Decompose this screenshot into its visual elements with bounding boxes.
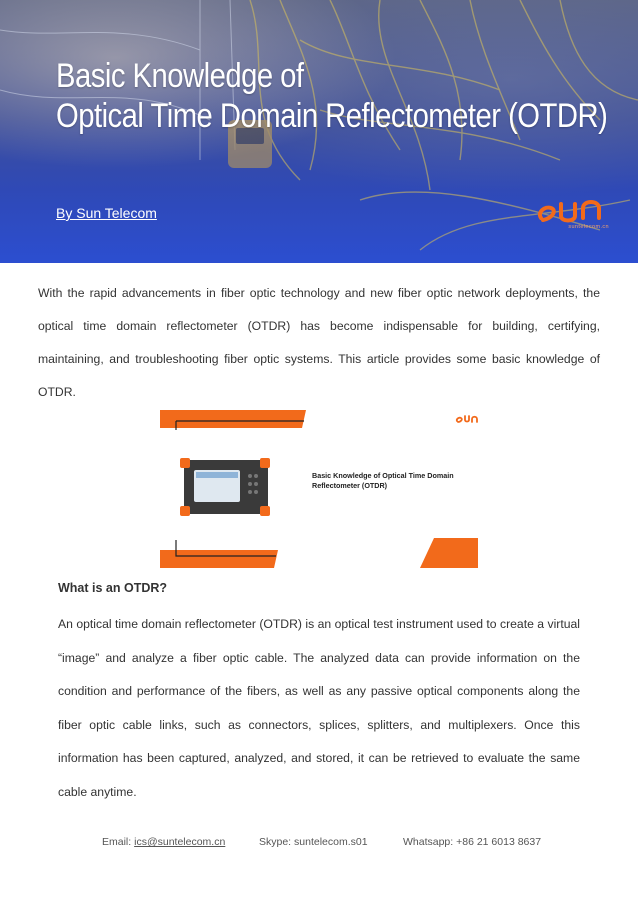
page-title-line-1: Basic Knowledge of	[56, 57, 304, 95]
author-byline-link[interactable]: By Sun Telecom	[56, 205, 157, 221]
section-heading: What is an OTDR?	[58, 581, 168, 595]
email-label: Email:	[102, 836, 132, 848]
email-link[interactable]: ics@suntelecom.cn	[134, 836, 226, 848]
otdr-device-image	[180, 458, 270, 516]
illustration-caption: Basic Knowledge of Optical Time Domain Reflectometer (OTDR)	[312, 471, 454, 490]
footer-email	[102, 836, 225, 848]
intro-paragraph: With the rapid advancements in fiber optic technology and new fiber optic network deployments, the optical time domain reflectometer (OTDR) has become indispensable for building, certifying, maintaining, and troubleshooting fiber optic systems. This article provides some basic knowledge of OTDR.	[38, 286, 600, 399]
sun-logo-icon	[537, 196, 609, 226]
section-paragraph: An optical time domain reflectometer (OTDR) is an optical test instrument used to create a virtual “image” and analyze a fiber optic cable. The analyzed data can provide information on the condition and performance of the fibers, as well as any passive optical components along the fiber optic cable links, such as connectors, splices, splitters, and multiplexers. Once this information has been captured, analyzed, and stored, it can be retrieved to evaluate the same cable anytime.	[58, 617, 580, 799]
footer-contact	[0, 836, 638, 852]
page-title	[56, 56, 607, 136]
footer-skype: Skype: suntelecom.s01	[259, 836, 368, 848]
footer-whatsapp: Whatsapp: +86 21 6013 8637	[403, 836, 542, 848]
sun-telecom-logo	[537, 196, 609, 238]
page-title-line-2: Optical Time Domain Reflectometer (OTDR)	[56, 97, 608, 135]
logo-website-text: suntelecom.cn	[568, 224, 609, 230]
header-banner	[0, 0, 638, 263]
otdr-illustration	[158, 410, 480, 570]
